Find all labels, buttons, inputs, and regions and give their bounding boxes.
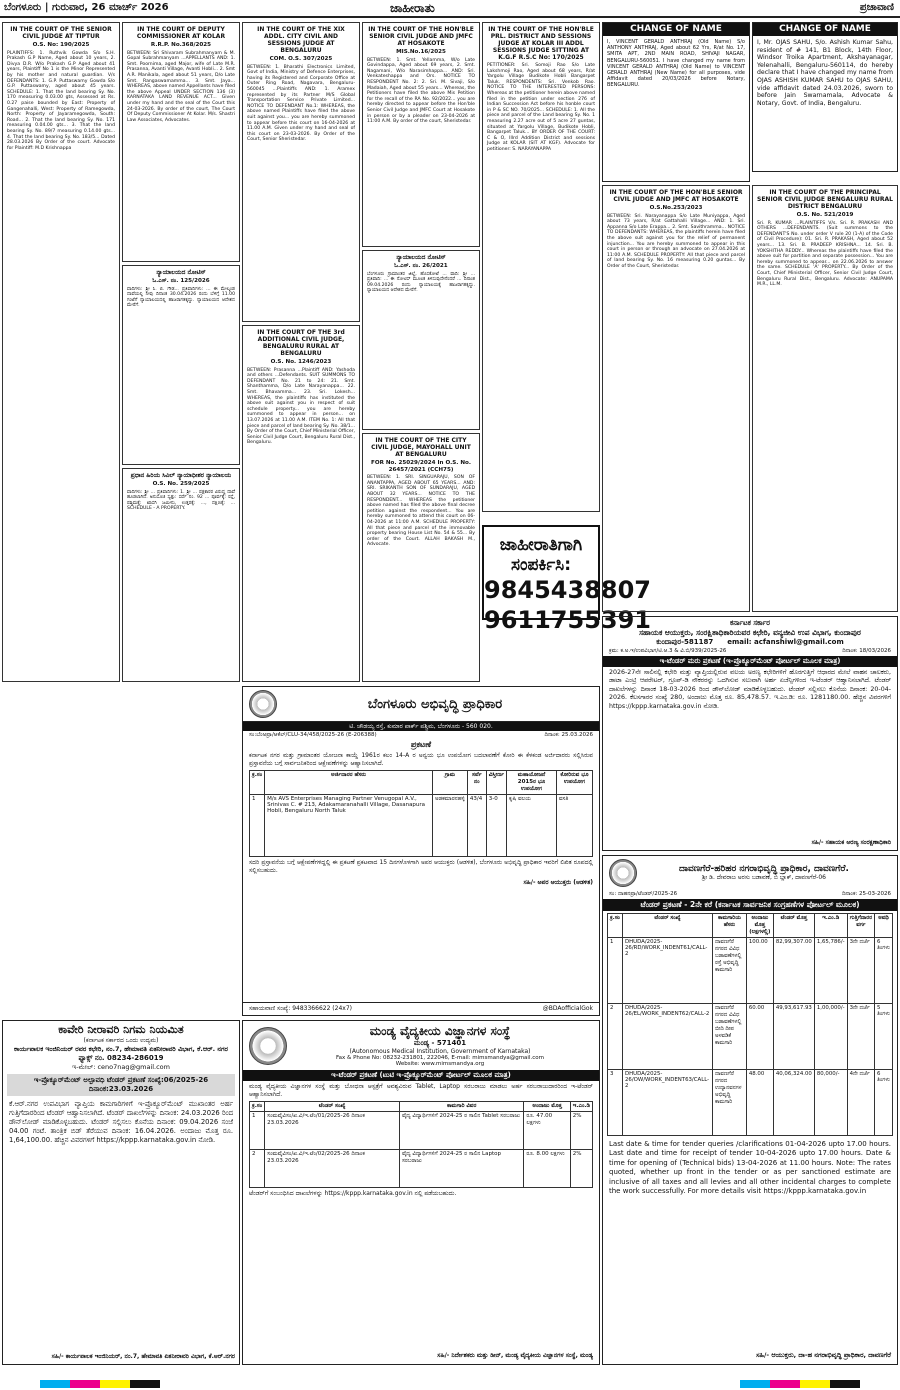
table-header: ಕ್ರ.ಸಂ ಅರ್ಜಿದಾರರ ಹೆಸರು ಗ್ರಾಮ ಸರ್ವೆ ನಂ ವಿಸ್ತೀರ್ಣ ಮಹಾಯೋಜನೆ 2015ರ ಭೂ ಉಪಯೋಗ ಕೋರಿರುವ ಭೂ ಉಪಯೋಗ [250, 771, 593, 795]
notice-body: ಬೆಂಗಳೂರು ಗ್ರಾಮಾಂತರ ಜಿಲ್ಲೆ, ಹೊಸಕೋಟೆ ... ವಾದಿ: ಶ್ರೀ ... ಪ್ರತಿವಾದಿ: ... ಈ ನೋಟಿಸ್ ಮೂಲಕ ತಿಳಿಸುವುದೇನೆಂದರೆ ... ದಿನಾಂಕ 09.04.2026 ರಂದು ನ್ಯಾಯಾಲಯಕ್ಕೆ ಹಾಜರಾಗತಕ್ಕದ್ದು. ನ್ಯಾಯಾಲಯದ ಆದೇಶದ ಮೇರೆಗೆ. [367, 271, 475, 294]
kaveri-office: ಕಾರ್ಯಪಾಲಕ ಇಂಜಿನಿಯರ್ ರವರ ಕಛೇರಿ, ನಂ.7, ಹೇಮಾವತಿ ಏತನೀರಾವರಿ ವಿಭಾಗ, ಕೆ.ಆರ್. ನಗರ [14, 1045, 228, 1053]
page-header [0, 0, 900, 18]
notice-body: BETWEEN: 1. SRI. SINGUARAJU, SON OF ANANTAPPA, AGED ABOUT 65 YEARS... AND: SRI. SRIKANTH SON OF SUNDARAJU, AGED ABOUT 32 YEARS... NOTICE TO THE RESPONDENT... WHEREAS the petitioner above named has filed the above final decree petition against the respondent... You are hereby summoned to attend this court on 06-04-2026 at 11:00 A.M. SCHEDULE PROPERTY: All that piece and parcel of the immovable property bearing House List No. 54 & 55... By order of the Court. ALLAH BAKASH M., Advocate. [367, 475, 475, 548]
bda-logo-icon [249, 690, 277, 718]
mims-sub: (Autonomous Medical Institution, Government of Karnataka) [349, 1048, 531, 1055]
court-notice-mayohall [362, 433, 480, 682]
ad-contact-box [482, 525, 651, 634]
notice-body: ವಾದಿಗಳು: ಶ್ರೀ ... ಪ್ರತಿವಾದಿಗಳು: 1. ಶ್ರೀ ... ಪಕ್ಷಕಾರರ ವಿರುದ್ಧ ದಾವೆ ಹೂಡಲಾಗಿದೆ. ಅನುಸೂಚಿ ಸ್ವತ್ತು: ಸರ್ವೆ ನಂ. 92 ... ಪೂರ್ವಕ್ಕೆ: ರಸ್ತೆ, ಪಶ್ಚಿಮಕ್ಕೆ: ಖಾಸಗಿ ಜಮೀನು, ಉತ್ತರಕ್ಕೆ: ..., ದಕ್ಷಿಣಕ್ಕೆ: ... SCHEDULE - A PROPERTY. [127, 489, 235, 512]
bda-ref: ಸಂ:ಬೆಂಅಪ್ರಾ/ಆಕೆಲ್/CLU-34/458/2025-26 (E-206388) [249, 732, 377, 738]
court-notice-bengaluru-rural [242, 325, 360, 682]
color-registration-bar [740, 1380, 860, 1388]
duda-footer: Last date & time for tender queries /clarifications 01-04-2026 upto 17.00 hours. Last date and time for receipt of tender 10-04-2026 upto 17.00 hours. Date & time for opening of (Technical bids) 13-04-2026 at 11.00 hours. Note: The rates quoted, whether up front in the tender or as per sanctioned estimate are inclusive of all taxes and all levies and all other incidental charges to complete the work successfully. For more details visit https://kppp.karnataka.gov.in [609, 1140, 891, 1196]
duda-logo-icon [609, 859, 637, 887]
mims-table [249, 1101, 593, 1188]
notice-body: BETWEEN: Sri Shivaram Subrahmanyam & M. Gopal Subrahmanyam ...APPELLANTS AND: 1. Smt. Poornima, aged Major, wife of Late M.R. Prasanna, Avanti Village, Avanti Hobli... 2. Smt A.R. Manikala, aged about 51 years, D/o Late Smt. Rangaswamamma... 3. Smt. Jaya... WHEREAS, above named Appellants have filed the above Appeal UNDER SECTION 136 (3) KARNATAKA LAND REVENUE ACT... Given under my hand and the seal of the Court this 24-03-2026. By order of the court, The Court Of Deputy Commissioner At Kolar. M/s. Shastri Law Associates, Advocates. [127, 50, 235, 123]
duda-address: ಶ್ರೀ ಡಿ. ದೇವರಾಜ ಅರಸು ಬಡಾವಣೆ, ಬಿ ಬ್ಲಾಕ್, ದಾವಣಗೆರೆ-06 [701, 874, 826, 881]
forest-body: 2026-27ನೇ ಸಾಲಿನಲ್ಲಿ ಕಛೇರಿ ಮತ್ತು ವ್ಯಾಪ್ತಿಯಲ್ಲಿರುವ ವಲಯ ಅರಣ್ಯ ಕಛೇರಿಗಳಿಗೆ ಹೊರಗುತ್ತಿಗೆ ಆಧಾರದ ಮೇಲೆ ವಾಹನ ಚಾಲಕರು, ಡಾಟಾ ಎಂಟ್ರಿ ಆಪರೇಟರ್, ಗ್ರೂಪ್-ಡಿ ನೌಕರರನ್ನು ಒದಗಿಸುವ ಸಲುವಾಗಿ ಅರ್ಹ ಏಜೆನ್ಸಿಗಳಿಂದ ಇ-ಟೆಂಡರ್ ಆಹ್ವಾನಿಸಲಾಗಿದೆ. ಟೆಂಡರ್ ದಾಖಲೆಗಳನ್ನು ದಿನಾಂಕ 18-03-2026 ರಿಂದ ಡೌನ್‌ಲೋಡ್ ಮಾಡಿಕೊಳ್ಳಬಹುದು. ಟೆಂಡರ್ ಸಲ್ಲಿಸಲು ಕೊನೆಯ ದಿನಾಂಕ: 20-04-2026. ಕೆಲಸಗಾರರ ಸಂಖ್ಯೆ 280, ಅಂದಾಜು ಮೊತ್ತ ರೂ. 85,478.57. ಇ.ಎಂ.ಡಿ: ರೂ. 1281180.00. ಹೆಚ್ಚಿನ ವಿವರಗಳಿಗೆ https://kppp.karnataka.gov.in ನೋಡಿ. [609, 669, 891, 710]
case-number: FOR No. 25029/2024 In O.S. No. 26457/2021 (CCH75) [371, 460, 471, 473]
change-of-name-1 [602, 22, 750, 182]
case-number: O.S. No: 190/2025 [32, 42, 90, 48]
bda-social: @BDAofficialGok [542, 1005, 593, 1012]
notice-title: IN THE COURT OF THE HON'BLE SENIOR CIVIL JUDGE AND JMFC AT HOSAKOTE [368, 26, 474, 47]
case-number: COM. O.S. 307/2025 [269, 56, 333, 62]
kaveri-email: ಇ-ಮೇಲ್: ceno7nag@gmail.com [72, 1063, 170, 1071]
notice-title: IN THE COURT OF THE PRINCIPAL SENIOR CIVIL JUDGE BENGALURU RURAL DISTRICT BENGALURU [757, 189, 894, 210]
court-notice-kgf [482, 22, 600, 512]
duda-tender [602, 855, 898, 1365]
case-number: O.S.No.253/2023 [649, 205, 703, 211]
bda-date: ದಿನಾಂಕ: 25.03.2026 [544, 732, 593, 738]
case-number: R.R.P. No.368/2025 [150, 42, 212, 48]
contact-phone-2: 9611755391 [484, 606, 651, 634]
notice-title: IN THE COURT OF THE 3rd ADDITIONAL CIVIL JUDGE, BENGALURU RURAL AT BENGALURU [257, 329, 345, 357]
duda-table [607, 913, 893, 1136]
bda-label: ಪ್ರಕಟಣೆ [410, 740, 432, 749]
table-row: 1 DHUDA/2025-26/RD/WORK_INDENT61/CALL-2 ದಾವಣಗೆರೆ ನಗರದ ವಿವಿಧ ಬಡಾವಣೆಗಳಲ್ಲಿ ರಸ್ತೆ ಅಭಿವೃದ್ಧಿ ಕಾಮಗಾರಿ 100.00 82,99,307.00 1,65,786/- 3ನೇ ದರ್ಜೆ 6 ತಿಂಗಳು [608, 938, 893, 1004]
notice-title: ನ್ಯಾಯಾಲಯದ ನೋಟಿಸ್ [156, 269, 206, 276]
coa-title: CHANGE OF NAME [603, 23, 749, 36]
mims-website: Website: www.mimsmandya.org [395, 1061, 485, 1067]
coa-body: I, VINCENT GERALD ANTHRAJ (Old Name) S/o ANTHONY ANTHRAJ, Aged about 62 Yrs, R/at No. 17, SMITA APT, 2ND MAIN ROAD, SHIVAJI NAGAR, BENGALURU-560051. I have changed my name from VINCENT GERALD ANTHRAJ (Old Name) to VINCENT GERALD ANTHRAJ (New Name) for all purposes, vide Affidavit dated 20/03/2026 before Notary, BENGALURU. [607, 39, 745, 89]
case-number: MIS.No.16/2025 [396, 49, 446, 55]
duda-label: ಟೆಂಡರ್ ಪ್ರಕಟಣೆ - 2ನೇ ಕರೆ (ಕರ್ನಾಟಕ ಸಾರ್ವಜನಿಕ ಸಂಗ್ರಹಣೆಗಳ ಪೋರ್ಟಲ್ ಮೂಲಕ) [603, 899, 897, 911]
mims-sign: ಸಹಿ/- ನಿರ್ದೇಶಕರು ಮತ್ತು ಡೀನ್, ಮಂಡ್ಯ ವೈದ್ಯಕೀಯ ವಿಜ್ಞಾನಗಳ ಸಂಸ್ಥೆ, ಮಂಡ್ಯ [437, 1352, 593, 1359]
mims-footer: ಟೆಂಡರ್‌ಗೆ ಸಂಬಂಧಿಸಿದ ದಾಖಲೆಗಳನ್ನು https://kppp.karnataka.gov.in ನಲ್ಲಿ ಪಡೆಯಬಹುದು. [249, 1190, 457, 1197]
bda-footer: ಸದರಿ ಪ್ರಸ್ತಾವನೆಯ ಬಗ್ಗೆ ಆಕ್ಷೇಪಣೆಗಳಿದ್ದಲ್ಲಿ ಈ ಪ್ರಕಟಣೆ ಪ್ರಕಟವಾದ 15 ದಿನಗಳೊಳಗಾಗಿ ಅಪರ ಆಯುಕ್ತರು (ಆಡಳಿತ), ಬೆಂಗಳೂರು ಅಭಿವೃದ್ಧಿ ಪ್ರಾಧಿಕಾರ ಇವರಿಗೆ ಲಿಖಿತ ರೂಪದಲ್ಲಿ ಸಲ್ಲಿಸಬಹುದು. [249, 859, 593, 874]
duda-sign: ಸಹಿ/- ಆಯುಕ್ತರು, ದಾ-ಹ ನಗರಾಭಿವೃದ್ಧಿ ಪ್ರಾಧಿಕಾರ, ದಾವಣಗೆರೆ [756, 1351, 891, 1359]
forest-label: ಇ-ಟೆಂಡರ್ ಮರು ಪ್ರಕಟಣೆ (ಇ-ಪ್ರೊಕ್ಯೂರ್‌ಮೆಂಟ್ ಪೋರ್ಟಲ್ ಮೂಲಕ ಮಾತ್ರ) [603, 656, 897, 667]
court-notice-kolar [122, 22, 240, 262]
notice-title: ಪ್ರಧಾನ ಹಿರಿಯ ಸಿವಿಲ್ ನ್ಯಾಯಾಧೀಶರ ನ್ಯಾಯಾಲಯ [130, 472, 232, 479]
date-line: ಬೆಂಗಳೂರು | ಗುರುವಾರ, 26 ಮಾರ್ಚ್ 2026 [4, 2, 169, 13]
bda-notice [242, 686, 600, 1016]
court-notice-bengaluru-rural-2 [752, 185, 898, 612]
forest-sign: ಸಹಿ/- ಸಹಾಯಕ ಅರಣ್ಯ ಸಂರಕ್ಷಣಾಧಿಕಾರಿ [811, 839, 891, 846]
contact-label: ಜಾಹೀರಾತಿಗಾಗಿ ಸಂಪರ್ಕಿಸಿ: [499, 535, 583, 575]
court-notice-kannada-1 [122, 265, 240, 465]
notice-title: ನ್ಯಾಯಾಲಯದ ನೋಟಿಸ್ [396, 254, 446, 261]
table-row: 2 ಸಂಮವೈವಿಸಂ/ಖ.ವಿ/ಇ.ಟೆಂ/02/2025-26 ದಿನಾಂಕ 23.03.2026 ವೈದ್ಯ ವಿದ್ಯಾರ್ಥಿಗಳಿಗೆ 2024-25 ರ ಸಾಲಿನ Laptop ಸರಬರಾಜು ರೂ. 8.00 ಲಕ್ಷಗಳು 2% [250, 1150, 593, 1188]
bda-title: ಬೆಂಗಳೂರು ಅಭಿವೃದ್ಧಿ ಪ್ರಾಧಿಕಾರ [367, 696, 503, 712]
bda-address: ಟಿ. ಚೌಡಯ್ಯ ರಸ್ತೆ, ಕುಮಾರ ಪಾರ್ಕ್ ಪಶ್ಚಿಮ, ಬೆಂಗಳೂರು - 560 020. [243, 722, 599, 731]
mims-label: ಇ-ಟೆಂಡರ್ ಪ್ರಕಟಣೆ (ಟುಟಿ ಇ-ಪ್ರೊಕ್ಯೂರ್‌ಮೆಂಟ್ ಪೋರ್ಟಲ್ ಮೂಲಕ ಮಾತ್ರ) [243, 1070, 599, 1081]
table-header: ಕ್ರ.ಸಂ ಟೆಂಡರ್ ಸಂಖ್ಯೆ ಕಾಮಗಾರಿಯ ಹೆಸರು ಅಂದಾಜು ಮೊತ್ತ (ಲಕ್ಷಗಳಲ್ಲಿ) ಟೆಂಡರ್ ಮೊತ್ತ ಇ.ಎಂ.ಡಿ ಗುತ್ತಿಗೆದಾರರ ವರ್ಗ ಅವಧಿ [608, 914, 893, 938]
forest-ref: ಕ್ರಮ: ಕ.ಅ.ಇ/ಉಪವಿಭಾಗ/ಟಿ.ಆ.3 & ವಿ.ಬಿ/939/2025-26 [609, 648, 727, 654]
notice-body: BETWEEN: Prasanna ...Plaintiff AND: Yashoda and others ...Defendants. SUIT SUMMONS TO DEFENDANT No. 21 to 24: 21. Smt. Shanthamma, D/o Late Narayanappa... 22. Smt. Bhavamma... 23. Sri. Lokesh... WHEREAS, the plaintiffs has instituted the above suit against you in respect of suit schedule property... you are hereby summoned to appear in person... on 13.07.2026 at 11.00 A.M. ITEM No. 1: All that piece and parcel of land bearing Sy. No. 38/1... By Order of the Court, Chief Ministerial Officer, Senior Civil Judge Court, Bengaluru Rural Dist., Bengaluru. [247, 367, 355, 446]
section-title: ಜಾಹೀರಾತು [390, 1, 435, 15]
mims-fax: Fax & Phone No: 08232-231801, 222046, E-mail: mimsmandya@gmail.com [336, 1055, 544, 1061]
court-notice-hosakote-os [602, 185, 750, 612]
court-notice-tiptur [2, 22, 120, 682]
court-notice-city-civil [242, 22, 360, 322]
case-number: O.S. No. 259/2025 [152, 481, 210, 487]
kaveri-sign: ಸಹಿ/- ಕಾರ್ಯಪಾಲಕ ಇಂಜಿನಿಯರ್, ನಂ.7, ಹೇಮಾವತಿ ಏತನೀರಾವರಿ ವಿಭಾಗ, ಕೆ.ಆರ್.ನಗರ [51, 1353, 235, 1360]
contact-phone-1: 9845438807 [484, 576, 651, 604]
notice-title: IN THE COURT OF THE SENIOR CIVIL JUDGE AT TIPTUR [10, 26, 112, 40]
notice-body: BETWEEN: Sri. Narayanappa S/o Late Muniyappa, Aged about 73 years, R/at Gattahalli Village... AND: 1. Sri. Appanna S/o Late Erappa... 2. Smt. Savithramma... NOTICE TO DEFENDANTS: WHEREAS, the plaintiffs herein have filed the above suit against you for the relief of permanent injunction... You are hereby summoned to appear in this court in person or through an advocate on 27.04.2026 at 11:00 A.M. SCHEDULE PROPERTY: All that piece and parcel of land bearing Sy. No. 16 measuring 0.20 guntas... By Order of the Court, Sheristedar. [607, 213, 745, 269]
forest-office: ಸಹಾಯಕ ಆಯುಕ್ತರು, ಸಂರಕ್ಷಿತಾಧಿಕಾರಿಯವರ ಕಛೇರಿ, ವನ್ಯಜೀವಿ ಉಪ ವಿಭಾಗ, ಕುಂದಾಪುರ [639, 628, 861, 637]
table-row: 3 DHUDA/2025-26/OW/WORK_INDENT63/CALL-2 ದಾವಣಗೆರೆ ನಗರದ ಉದ್ಯಾನವನಗಳ ಅಭಿವೃದ್ಧಿ ಕಾಮಗಾರಿ 48.00 40,06,324.00 80,000/- 4ನೇ ದರ್ಜೆ 6 ತಿಂಗಳು [608, 1070, 893, 1136]
bda-sign: ಸಹಿ/- ಅಪರ ಆಯುಕ್ತರು (ಆಡಳಿತ) [523, 879, 593, 886]
bda-intro: ಕರ್ನಾಟಕ ನಗರ ಮತ್ತು ಗ್ರಾಮಾಂತರ ಯೋಜನಾ ಕಾಯ್ದೆ 1961ರ ಕಲಂ 14-A ರ ಅನ್ವಯ ಭೂ ಉಪಯೋಗ ಬದಲಾವಣೆಗೆ ಕೋರಿ ಈ ಕೆಳಕಂಡ ಅರ್ಜಿದಾರರು ಸಲ್ಲಿಸಿರುವ ಪ್ರಸ್ತಾವನೆಯ ಬಗ್ಗೆ ಸಾರ್ವಜನಿಕರಿಂದ ಆಕ್ಷೇಪಣೆಗಳನ್ನು ಆಹ್ವಾನಿಸಲಾಗಿದೆ. [249, 752, 593, 767]
notice-body: PETITIONER: Sri. Somoji Rao S/o Late Lakshmoji Rao, Aged about 68 years, R/at Yargolu Village Budikote Hobli Bangarpet Taluk. RESPONDENTS: Sri. Venkob Rao. NOTICE TO THE INTERESTED PERSONS: Whereas at the petitioner herein above named filed in the petition under section 276 of Indian Succession Act before his honble court in P & SC NO. 70/2025... SCHEDULE: 1. All the piece and parcel of the Land bearing Sy. No. 1 measuring 2.27 acre out of 5 acre 27 guntas, situated at Yargolu Village, Budikote Hobli, Bangarpet Taluk... BY ORDER OF THE COURT: C & O, Illrd Addition District and sessions Judge at KOLAR (SIT AT KGF). Advocate for petitioner: S. NARAYANAPPA [487, 63, 595, 152]
change-of-name-2 [752, 22, 898, 172]
bda-table [249, 770, 593, 857]
forest-govt: ಕರ್ನಾಟಕ ಸರ್ಕಾರ [730, 619, 770, 627]
duda-ref: ಸಂ: ದಾಹನಪ್ರಾ/ಟೆಂಡರ್/2025-26 [609, 891, 678, 897]
mims-intro: ಮಂಡ್ಯ ವೈದ್ಯಕೀಯ ವಿಜ್ಞಾನಗಳ ಸಂಸ್ಥೆ ಮತ್ತು ಬೋಧನಾ ಆಸ್ಪತ್ರೆಗೆ ಅವಶ್ಯವಿರುವ Tablet, Laptop ಸರಬರಾಜು ಮಾಡಲು ಅರ್ಹ ಸರಬರಾಜುದಾರರಿಂದ ಇ-ಟೆಂಡರ್ ಆಹ್ವಾನಿಸಲಾಗಿದೆ. [249, 1083, 593, 1098]
mims-tender [242, 1020, 600, 1365]
court-notice-hosakote-mis [362, 22, 480, 247]
kaveri-fax: ಫ್ಯಾಕ್ಸ್ ನಂ. 08234-286019 [78, 1054, 164, 1062]
table-row: 1 M/s AVS Enterprises Managing Partner Venugopal A.V., Srinivas C. # 213, Adakamaranahalli Village, Dasanapura Hobli, Bengaluru North Taluk ಅಡಕಮಾರನಹಳ್ಳಿ 43/4 3-0 ಕೃಷಿ ವಲಯ ವಸತಿ [250, 795, 593, 857]
color-registration-bar [40, 1380, 160, 1388]
duda-date: ದಿನಾಂಕ: 25-03-2026 [841, 891, 891, 897]
case-number: O.S. No. 521/2019 [796, 212, 854, 218]
case-number: ಓ.ಎಸ್. ನಂ. 26/2021 [394, 263, 448, 269]
kaveri-body: ಕೆ.ಆರ್.ನಗರ ಉಪವಿಭಾಗ ವ್ಯಾಪ್ತಿಯ ಕಾಮಗಾರಿಗಳಿಗೆ ಇ-ಪ್ರೊಕ್ಯೂರ್‌ಮೆಂಟ್ ಮುಖಾಂತರ ಅರ್ಹ ಗುತ್ತಿಗೆದಾರರಿಂದ ಟೆಂಡರ್ ಆಹ್ವಾನಿಸಲಾಗಿದೆ. ಟೆಂಡರ್ ದಾಖಲೆಗಳನ್ನು ದಿನಾಂಕ: 24.03.2026 ರಿಂದ ಡೌನ್‌ಲೋಡ್ ಮಾಡಿಕೊಳ್ಳಬಹುದು. ಟೆಂಡರ್ ಸಲ್ಲಿಸಲು ಕೊನೆಯ ದಿನಾಂಕ: 09.04.2026 ಸಂಜೆ 04.00 ಗಂಟೆ. ತಾಂತ್ರಿಕ ಬಿಡ್ ತೆರೆಯುವ ದಿನಾಂಕ: 16.04.2026. ಅಂದಾಜು ಮೊತ್ತ ರೂ. 1,64,100.00. ಹೆಚ್ಚಿನ ವಿವರಗಳಿಗೆ https://kppp.karnataka.gov.in ನೋಡಿ. [9, 1100, 233, 1144]
mims-title: ಮಂಡ್ಯ ವೈದ್ಯಕೀಯ ವಿಜ್ಞಾನಗಳ ಸಂಸ್ಥೆ [369, 1024, 511, 1038]
bda-helpline: ಸಹಾಯವಾಣಿ ಸಂಖ್ಯೆ: 9483366622 (24x7) [249, 1005, 352, 1012]
coa-body: I, Mr. OJAS SAHU, S/o. Ashish Kumar Sahu, resident of # 141, B1 Block, 14th Floor, Windsor Troika Apartment, Akshayanagar, Yelenahalli, Bengaluru-560114, do hereby declare that I have changed my name from OJAS ASHISH KUMAR SAHU to OJAS SAHU, vide affidavit dated 24.03.2026, sworn to before Jain Swarnamala, Advocate & Notary, Govt. of India, Bengaluru. [757, 39, 893, 107]
notice-body: PLAINTIFFS: 1. Ruthvik Gowda S/o S.H. Prakash G.P Name, Aged about 10 years, 2. Divya D.R. W/o Prakash G.P Aged about 41 years, Plaintiff No 1 is the Minor Represented by his mother and natural guardian. V/s DEFENDANTS: 1. G.P. Puttaswamy Gowda S/o G.P. Puttaswamy, aged about 45 years. SCHEDULE: 1. That the land bearing Sy. No. 170 measuring 0.03.00 gts, Assessed at Rs. 0.27 paise bounded by East: Property of Gangenahalli, West: Property of Ramegowda, North: Property of Jayaramegowda, South: Road... 2. That the land bearing Sy. No. 171 measuring 0.04.00 gts... 3. That the land bearing Sy. No. 89/7 measuring 0.14.00 gts... 4. That the land bearing Sy. No. 183/5... Dated 28.03.2026 By Order of the court. Advocate for Plaintiff: M.D Krishnappa [7, 50, 115, 151]
notice-title: IN THE COURT OF THE HON'BLE PRL. DISTRICT AND SESSIONS JUDGE AT KOLAR III ADDL SESSIONS JUDGE SITTING AT K.G.F R.S.C No: 170/2025 [488, 26, 594, 61]
case-number: ಓ.ಎಸ್. ನಂ. 125/2026 [152, 278, 210, 284]
forest-date: ದಿನಾಂಕ: 18/03/2026 [842, 648, 891, 654]
notice-body: BETWEEN: 1. Smt. Yellamma, W/o Late Govindappa, Aged about 69 years, 2. Smt. Nagamani, W/o Narasimhappa... AND: Sri. Venkateshappa and Ors. NOTICE TO RESPONDENT No. 2: 2. Sri. M. Sivaji, S/o Madaiah, Aged about 55 years... Whereas, the Petitioners have filed the above Mis Petition for the recall of the RA No. 92/2022... you are hereby directed to appear before the Hon'ble Senior Civil Judge and JMFC Court at Hosakote in person or by a pleader on 23-04-2026 at 11:00 A.M. By order of the court, Sheristedar. [367, 57, 475, 125]
table-row: 1 ಸಂಮವೈವಿಸಂ/ಖ.ವಿ/ಇ.ಟೆಂ/01/2025-26 ದಿನಾಂಕ 23.03.2026 ವೈದ್ಯ ವಿದ್ಯಾರ್ಥಿಗಳಿಗೆ 2024-25 ರ ಸಾಲಿನ Tablet ಸರಬರಾಜು ರೂ. 47.00 ಲಕ್ಷಗಳು 2% [250, 1112, 593, 1150]
coa-title: CHANGE OF NAME [753, 23, 897, 36]
duda-title: ದಾವಣಗೆರೆ-ಹರಿಹರ ನಗರಾಭಿವೃದ್ಧಿ ಪ್ರಾಧಿಕಾರ, ದಾವಣಗೆರೆ. [679, 864, 849, 874]
court-notice-kannada-3 [362, 250, 480, 430]
kaveri-tender [2, 1020, 240, 1365]
notice-body: BETWEEN: 1. Bharathi Electronics Limited, Govt of India, Ministry of Defence Enterprises, having its Registered and Corporate Office at Outer Ring Road, Nagavara, Bengaluru-560045 ...Plaintiffs AND: 1. Aramex represented by its Partner M/S Global Transportation Service Private Limited... NOTICE TO DEFENDANT No.1: WHEREAS, the above named Plaintiffs have filed the above suit against you... you are hereby summoned to appear before this court on 16-04-2026 at 11.00 A.M. Given under my hand and seal of this court on 23-03-2026. By Order of the Court, Senior Sheristedar. [247, 64, 355, 143]
mims-logo-icon [249, 1027, 287, 1065]
notice-title: IN THE COURT OF THE XIX ADDL. CITY CIVIL AND SESSIONS JUDGE AT BENGALURU [257, 26, 345, 54]
table-row: 2 DHUDA/2025-26/EL/WORK_INDENT62/CALL-2 ದಾವಣಗೆರೆ ನಗರದ ವಿವಿಧ ಬಡಾವಣೆಗಳಲ್ಲಿ ಬೀದಿ ದೀಪ ಅಳವಡಿಕೆ ಕಾಮಗಾರಿ 60.00 49,93,617.93 1,00,000/- 3ನೇ ದರ್ಜೆ 5 ತಿಂಗಳು [608, 1004, 893, 1070]
kaveri-tender-number: ಇ-ಪ್ರೊಕ್ಯೂರ್‌ಮೆಂಟ್ ಅಲ್ಪಾವಧಿ ಟೆಂಡರ್ ಪ್ರಕಟಣೆ ಸಂಖ್ಯೆ:06/2025-26 ದಿನಾಂಕ:23.03.2026 [7, 1074, 235, 1096]
forest-pincode: ಕುಂದಾಪುರ-581187 [656, 638, 714, 646]
notice-body: ವಾದಿಗಳು: ಶ್ರೀ ಸಿ. ಬಿ. ಗೌಡ... ಪ್ರತಿವಾದಿಗಳು: ... ಈ ಮೇಲ್ಕಂಡ ದಾವೆಯಲ್ಲಿ ನೀವು ದಿನಾಂಕ 30.04.2026 ರಂದು ಬೆಳಿಗ್ಗೆ 11.00 ಗಂಟೆಗೆ ನ್ಯಾಯಾಲಯದಲ್ಲಿ ಹಾಜರಾಗತಕ್ಕದ್ದು. ನ್ಯಾಯಾಲಯದ ಆದೇಶದ ಮೇರೆಗೆ. [127, 286, 235, 309]
table-header: ಕ್ರ.ಸಂ ಟೆಂಡರ್ ಸಂಖ್ಯೆ ಕಾಮಗಾರಿ ವಿವರ ಅಂದಾಜು ಮೊತ್ತ ಇ.ಎಂ.ಡಿ [250, 1102, 593, 1112]
case-number: O.S. No. 1246/2023 [270, 359, 332, 365]
kaveri-title: ಕಾವೇರಿ ನೀರಾವರಿ ನಿಗಮ ನಿಯಮಿತ [58, 1023, 184, 1036]
notice-title: IN THE COURT OF THE HON'BLE SENIOR CIVIL JUDGE AND JMFC AT HOSAKOTE [609, 189, 743, 203]
forest-tender [602, 616, 898, 851]
kaveri-sub: (ಕರ್ನಾಟಕ ಸರ್ಕಾರದ ಒಂದು ಉದ್ಯಮ) [83, 1037, 159, 1044]
masthead: ಪ್ರಜಾವಾಣಿ [859, 2, 894, 13]
forest-email: email: acfanshiwl@gmail.com [727, 638, 844, 646]
court-notice-kannada-2 [122, 468, 240, 682]
mims-city: ಮಂಡ್ಯ - 571401 [413, 1039, 467, 1047]
notice-body: Sri. R. KUMAR ...PLAINTIFFS V/s. Sri. R. PRAKASH AND OTHERS ...DEFENDANTS. (Suit summons to the DEFENDANT'S No. under order V rule 20 (1-A) of the Code of Civil Procedure): 01. Sri. R. PRAKASH, Aged about 52 years... 13. Sri. B. PRADEEP KRISHNA... 14. Sri. B. YOKSHITHA REDDY... Whereas the plaintiffs have filed the above suit for partition and separate possession... You are hereby summoned to appear... on 22.06.2026 to answer the same. SCHEDULE 'A' PROPERTY... By Order of the Court, Chief Ministerial Officer, Senior Civil Judge Court, Bengaluru Rural Dist., Bengaluru. Advocate: ANUPAMA M.R., LL.M. [757, 220, 893, 288]
notice-title: IN THE COURT OF THE CITY CIVIL JUDGE, MAYOHALL UNIT AT BENGALURU [371, 437, 471, 458]
notice-title: IN THE COURT OF DEPUTY COMMISSIONER AT KOLAR [136, 26, 226, 40]
